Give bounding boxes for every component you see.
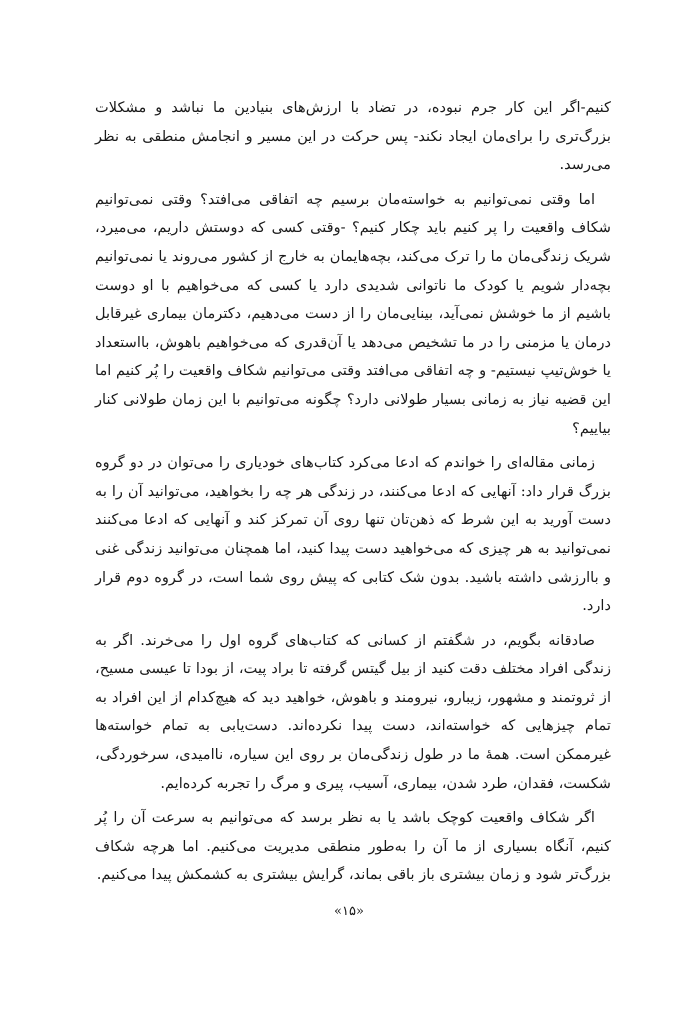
body-text xyxy=(95,94,611,890)
page-number: «۱۵» xyxy=(334,904,364,919)
paragraph-1: کنیم-اگر این کار جرم نبوده، در تضاد با ارزش‌های بنیادین ما نباشد و مشکلات بزرگ‌تری را برای‌مان ایجاد نکند- پس حرکت در این مسیر و انجامش منطقی به نظر می‌رسد. xyxy=(95,99,611,174)
paragraph-3: زمانی مقاله‌ای را خواندم که ادعا می‌کرد کتاب‌های خودیاری را می‌توان در دو گروه بزرگ قرار داد: آنهایی که ادعا می‌کنند، در زندگی هر چه را بخواهید، می‌توانید آن را به دست آورید به این شرط که ذهن‌تان تنها روی آن تمرکز کند و آنهایی که ادعا می‌کنند نمی‌توانید به هر چیزی که می‌خواهید دست پیدا کنید، اما همچنان می‌توانید زندگی غنی و باارزشی داشته باشید. بدون شک کتابی که پیش روی شما است، در گروه دوم قرار دارد. xyxy=(95,454,611,615)
paragraph-4: صادقانه بگویم، در شگفتم از کسانی که کتاب‌های گروه اول را می‌خرند. اگر به زندگی افراد مختلف دقت کنید از بیل گیتس گرفته تا براد پیت، از بودا تا عیسی مسیح، از ثروتمند و مشهور، زیبارو، نیرومند و باهوش، خواهید دید که هیچ‌کدام از این افراد به تمام چیزهایی که خواسته‌اند، دست پیدا نکرده‌اند. دست‌یابی به تمام خواسته‌ها غیرممکن است. همهٔ ما در طول زندگی‌مان بر روی این سیاره، ناامیدی، سرخوردگی، شکست، فقدان، طرد شدن، بیماری، آسیب، پیری و مرگ را تجربه کرده‌ایم. xyxy=(95,631,611,792)
paragraph-2: اما وقتی نمی‌توانیم به خواسته‌مان برسیم چه اتفاقی می‌افتد؟ وقتی نمی‌توانیم شکاف واقعیت را پر کنیم باید چکار کنیم؟ -وقتی کسی که دوستش داریم، می‌میرد، شریک زندگی‌مان ما را ترک می‌کند، بچه‌هایمان به خارج از کشور می‌روند یا نمی‌توانیم بچه‌دار شویم یا کودک ما ناتوانی شدیدی دارد یا کسی که می‌خواهیم با او دوست باشیم از ما خوشش نمی‌آید، بینایی‌مان را از دست می‌دهیم، دکترمان بیماری غیرقابل درمان یا مزمنی را در ما تشخیص می‌دهد یا آن‌قدری که می‌خواهیم باهوش، بااستعداد یا خوش‌تیپ نیستیم- و چه اتفاقی می‌افتد وقتی می‌توانیم شکاف واقعیت را پُر کنیم اما این قضیه نیاز به زمانی بسیار طولانی دارد؟ چگونه می‌توانیم با این زمان طولانی کنار بیاییم؟ xyxy=(95,190,611,437)
paragraph-5: اگر شکاف واقعیت کوچک باشد یا به نظر برسد که می‌توانیم به سرعت آن را پُر کنیم، آنگاه بسیاری از ما آن را به‌طور منطقی مدیریت می‌کنیم. اما هرچه شکاف بزرگ‌تر شود و زمان بیشتری باز باقی بماند، گرایش بیشتری به کشمکش پیدا می‌کنیم. xyxy=(95,809,611,884)
